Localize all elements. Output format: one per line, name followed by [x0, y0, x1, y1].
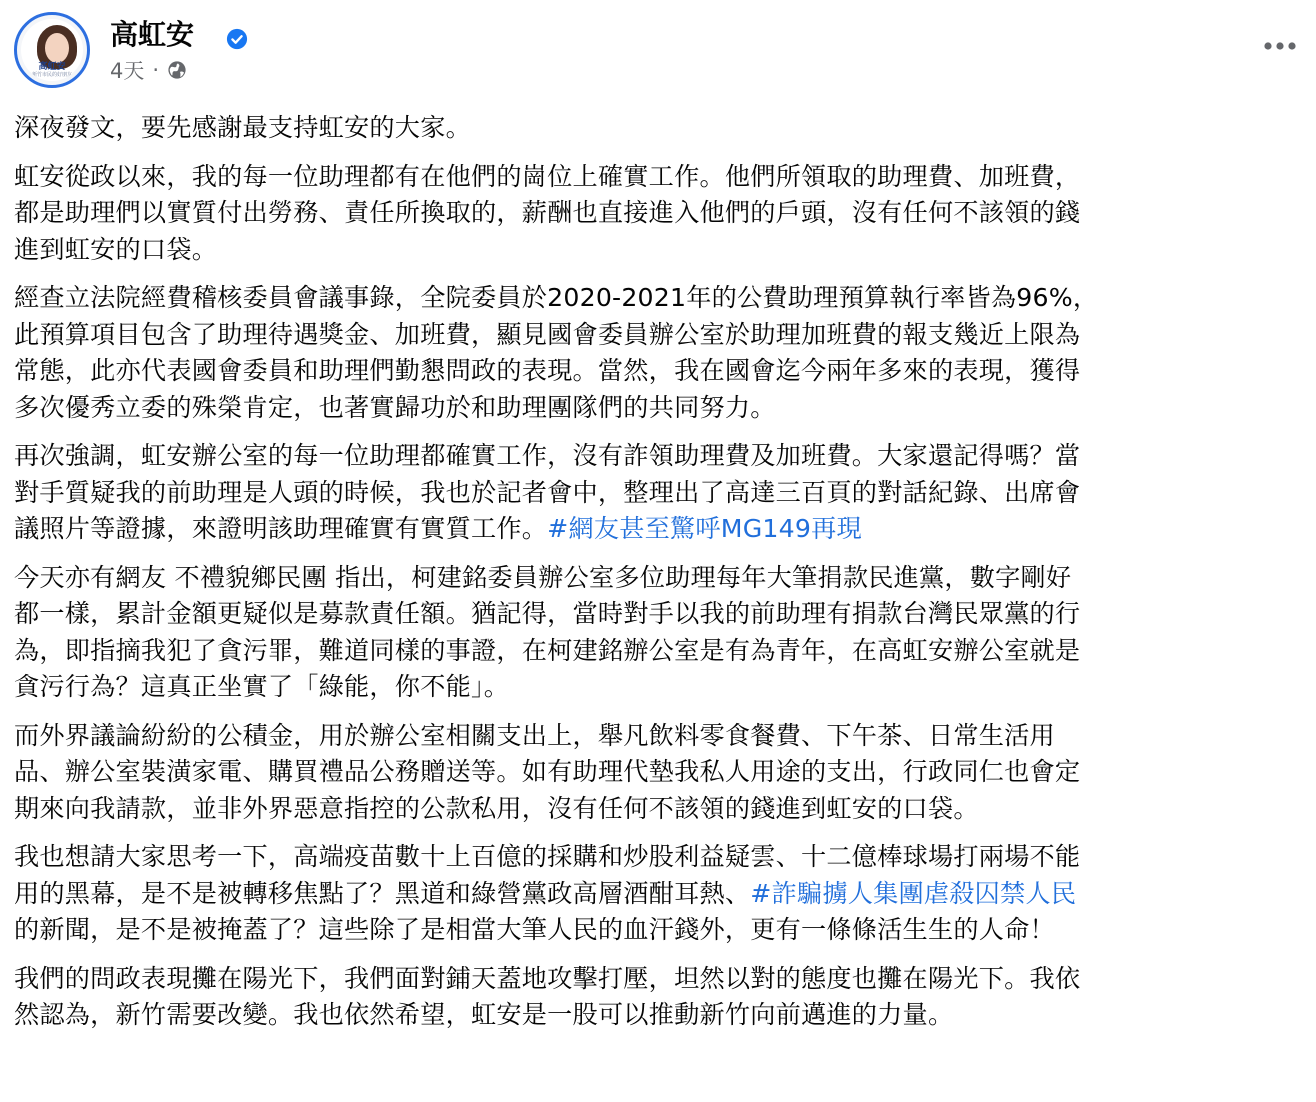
paragraph-8 — [14, 961, 1304, 1034]
text-line: 我也想請大家思考一下，高端疫苗數十上百億的採購和炒股利益疑雲、十二億棒球場打兩場不能 — [14, 842, 1081, 871]
post-header — [14, 10, 1300, 90]
post-timestamp[interactable]: 4天 — [110, 59, 145, 83]
text-line: 常態，此亦代表國會委員和助理們勤懇問政的表現。當然，我在國會迄今兩年多來的表現，獲得 — [14, 356, 1081, 385]
hashtag-link[interactable]: #網友甚至驚呼MG149再現 — [547, 514, 862, 543]
more-options-button[interactable] — [1260, 30, 1300, 62]
text-line: 進到虹安的口袋。 — [14, 234, 218, 264]
avatar-label: 高虹安 — [38, 62, 66, 72]
text-line: 經查立法院經費稽核委員會議事錄，全院委員於2020-2021年的公費助理預算執行率皆為96%， — [14, 283, 1099, 312]
text-line: 此預算項目包含了助理待遇獎金、加班費，顯見國會委員辦公室於助理加班費的報支幾近上限為 — [14, 319, 1081, 349]
post-meta — [110, 56, 187, 84]
hashtag-link[interactable]: #詐騙擄人集團虐殺囚禁人民 — [750, 878, 1077, 908]
paragraph-5 — [14, 560, 1304, 706]
verified-badge-icon — [226, 28, 248, 50]
text-line: 品、辦公室裝潢家電、購買禮品公務贈送等。如有助理代墊我私人用途的支出，行政同仁也會定 — [14, 757, 1081, 786]
text-segment: 議照片等證據，來證明該助理確實有實質工作。 — [14, 514, 548, 543]
paragraph-4 — [14, 438, 1304, 548]
text-line: 虹安從政以來，我的每一位助理都有在他們的崗位上確實工作。他們所領取的助理費、加班費， — [14, 161, 1081, 191]
text-line: 對手質疑我的前助理是人頭的時候，我也於記者會中，整理出了高達三百頁的對話紀錄、出席會 — [14, 477, 1081, 507]
text-line: 都是助理們以實質付出勞務、責任所換取的，薪酬也直接進入他們的戶頭，沒有任何不該領的錢 — [14, 198, 1081, 227]
avatar-image — [21, 19, 83, 81]
text-line-with-hashtag — [14, 876, 1304, 913]
text-line: 多次優秀立委的殊榮肯定，也著實歸功於和助理團隊們的共同努力。 — [14, 392, 776, 422]
meta-separator: · — [152, 58, 160, 82]
more-options-icon — [1263, 41, 1297, 51]
text-line: 再次強調，虹安辦公室的每一位助理都確實工作，沒有詐領助理費及加班費。大家還記得嗎？當 — [14, 441, 1081, 470]
paragraph-6 — [14, 718, 1304, 828]
text-line: 都一樣，累計金額更疑似是募款責任額。猶記得，當時對手以我的前助理有捐款台灣民眾黨的行 — [14, 599, 1081, 628]
avatar[interactable] — [14, 12, 90, 88]
text-line: 為，即指摘我犯了貪污罪，難道同樣的事證，在柯建銘辦公室是有為青年，在高虹安辦公室就是 — [14, 635, 1081, 665]
paragraph-2 — [14, 159, 1304, 269]
paragraph-3 — [14, 280, 1304, 426]
avatar-sub: 新竹市民的好朋友 — [31, 72, 72, 78]
paragraph-7 — [14, 839, 1304, 949]
text-line-with-hashtag — [14, 511, 1304, 548]
text-line: 期來向我請款，並非外界惡意指控的公款私用，沒有任何不該領的錢進到虹安的口袋。 — [14, 793, 979, 823]
text-line: 然認為，新竹需要改變。我也依然希望，虹安是一股可以推動新竹向前邁進的力量。 — [14, 1000, 954, 1029]
text-line: 而外界議論紛紛的公積金，用於辦公室相關支出上，舉凡飲料零食餐費、下午茶、日常生活用 — [14, 720, 1055, 750]
text-segment: 用的黑幕，是不是被轉移焦點了？黑道和綠營黨政高層酒酣耳熱、 — [14, 878, 751, 908]
author-name[interactable]: 高虹安 — [110, 18, 195, 51]
globe-icon[interactable] — [167, 60, 187, 80]
text-line: 我們的問政表現攤在陽光下，我們面對鋪天蓋地攻擊打壓，坦然以對的態度也攤在陽光下。我依 — [14, 963, 1081, 993]
text-line: 的新聞，是不是被掩蓋了？這些除了是相當大筆人民的血汗錢外，更有一條條活生生的人命！ — [14, 915, 1055, 944]
text-line: 深夜發文，要先感謝最支持虹安的大家。 — [14, 113, 471, 142]
post-body — [14, 110, 1304, 1046]
paragraph-1 — [14, 110, 1304, 147]
text-line: 貪污行為？這真正坐實了「綠能，你不能」。 — [14, 672, 510, 701]
text-line: 今天亦有網友 不禮貌鄉民團 指出，柯建銘委員辦公室多位助理每年大筆捐款民進黨，數字剛好 — [14, 562, 1072, 592]
